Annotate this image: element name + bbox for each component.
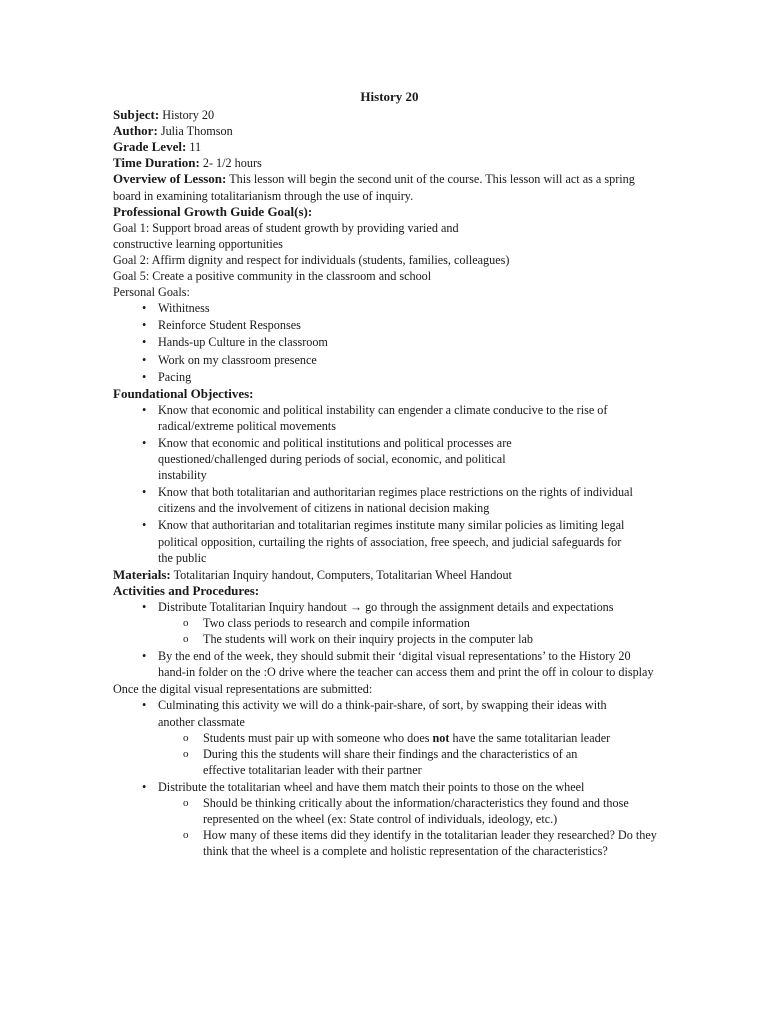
- list-item: [113, 648, 658, 680]
- sub-list-item: [158, 615, 658, 631]
- sub-list-item-text: The students will work on their inquiry projects in the computer lab: [203, 632, 534, 647]
- list-item-text: Know that economic and political instability can engender a climate conducive to the rise of radical/extreme political movements: [158, 402, 608, 433]
- author-line: [113, 123, 658, 139]
- duration-label: Time Duration:: [113, 155, 200, 171]
- overview-label: Overview of Lesson:: [113, 171, 227, 187]
- circle-bullet-icon: o: [183, 617, 189, 629]
- bullet-icon: •: [142, 369, 147, 384]
- foundational-heading: Foundational Objectives:: [113, 385, 254, 401]
- sub-list-item-text: How many of these items did they identify in the totalitarian leader they researched? Do they think that the wheel is a complete and holistic representation of the characteristics?: [203, 828, 657, 859]
- goal-1: Goal 1: Support broad areas of student growth by providing varied and constructive learning opportunities: [113, 220, 459, 251]
- list-item: [113, 352, 658, 368]
- author-value: Julia Thomson: [160, 124, 233, 139]
- list-item: [113, 402, 658, 434]
- sub-list-item: [158, 827, 658, 859]
- sub-list-item-text: Two class periods to research and compile information: [203, 616, 470, 630]
- list-item: [113, 779, 658, 859]
- bullet-icon: •: [142, 301, 147, 316]
- once-submitted-line: Once the digital visual representations are submitted:: [113, 682, 373, 697]
- list-item: [113, 435, 658, 483]
- overview-line: [113, 171, 658, 203]
- circle-bullet-icon: o: [183, 797, 189, 810]
- list-item-text: Know that both totalitarian and authoritarian regimes place restrictions on the rights of individual citizens and the involvement of citizens in national decision making: [158, 485, 633, 516]
- bullet-icon: •: [142, 518, 147, 533]
- sub-list: [158, 615, 658, 647]
- foundational-list: [113, 402, 658, 566]
- sub-list-item: [158, 795, 658, 827]
- document-title: History 20: [360, 89, 419, 104]
- grade-label: Grade Level:: [113, 139, 187, 155]
- bullet-icon: •: [142, 318, 147, 333]
- personal-goals-list: [113, 300, 658, 384]
- sub-list-item-text: During this the students will share their findings and the characteristics of an effective totalitarian leader with their partner: [203, 746, 578, 777]
- bullet-icon: •: [142, 698, 147, 713]
- list-item-text: Reinforce Student Responses: [158, 318, 301, 333]
- bullet-icon: •: [142, 599, 147, 614]
- sub-list: [158, 730, 618, 778]
- subject-label: Subject:: [113, 107, 160, 123]
- bullet-icon: •: [142, 335, 147, 350]
- sub-list-item-text-end: have the same totalitarian leader: [449, 730, 611, 745]
- list-item: [113, 369, 658, 385]
- bullet-icon: •: [142, 352, 147, 367]
- bullet-icon: •: [142, 435, 147, 450]
- subject-value: History 20: [162, 108, 215, 123]
- emphasis-not: not: [432, 730, 450, 745]
- list-item-text: Distribute the totalitarian wheel and have them match their points to those on the wheel: [158, 779, 585, 794]
- list-item-text: Work on my classroom presence: [158, 352, 317, 367]
- list-item: [113, 317, 658, 333]
- activities-list-1: [113, 599, 658, 680]
- grade-line: [113, 139, 658, 155]
- sub-list-item: [158, 746, 618, 778]
- subject-line: [113, 107, 658, 123]
- activities-list-2: [113, 697, 658, 859]
- document-page: [113, 89, 658, 860]
- bullet-icon: •: [142, 779, 147, 794]
- author-label: Author:: [113, 123, 158, 139]
- materials-line: [113, 567, 658, 583]
- pgg-heading: Professional Growth Guide Goal(s):: [113, 203, 313, 219]
- list-item-text: Know that economic and political institutions and political processes are questioned/challenged during periods of social, economic, and political instability: [158, 435, 512, 483]
- materials-value: Totalitarian Inquiry handout, Computers, Totalitarian Wheel Handout: [173, 567, 512, 582]
- activities-heading: Activities and Procedures:: [113, 582, 260, 598]
- circle-bullet-icon: o: [183, 731, 189, 744]
- bullet-icon: •: [142, 649, 147, 664]
- list-item: [113, 517, 658, 565]
- sub-list-item: [158, 730, 618, 746]
- materials-label: Materials:: [113, 566, 171, 582]
- sub-list-item-text: Students must pair up with someone who does: [203, 730, 433, 745]
- circle-bullet-icon: o: [183, 633, 189, 646]
- list-item-text: By the end of the week, they should submit their ‘digital visual representations’ to the History 20 hand-in folder on the :O drive where the teacher can access them and print the off in colour to display: [158, 649, 654, 680]
- sub-list-item: [158, 631, 658, 647]
- sub-list-item-text: Should be thinking critically about the information/characteristics they found and those represented on the wheel (ex: State control of individuals, ideology, etc.): [203, 796, 629, 827]
- circle-bullet-icon: o: [183, 747, 189, 760]
- list-item: [113, 300, 658, 316]
- bullet-icon: •: [142, 402, 147, 417]
- list-item: [113, 484, 658, 516]
- circle-bullet-icon: o: [183, 829, 189, 842]
- bullet-icon: •: [142, 485, 147, 500]
- overview-text: This lesson will begin the second unit of the course. This lesson will act as a spring board in examining totalitarianism through the use of inquiry.: [113, 172, 635, 203]
- duration-value: 2- 1/2 hours: [202, 156, 262, 171]
- list-item-text: Hands-up Culture in the classroom: [158, 335, 328, 350]
- goal-2: Goal 2: Affirm dignity and respect for individuals (students, families, colleagues): [113, 252, 510, 267]
- list-item: [113, 697, 658, 777]
- grade-value: 11: [189, 140, 202, 155]
- personal-goals-label: Personal Goals:: [113, 285, 190, 300]
- duration-line: [113, 155, 658, 171]
- list-item-text: Withitness: [158, 301, 210, 316]
- list-item-text: Pacing: [158, 369, 192, 384]
- list-item-text: Culminating this activity we will do a think-pair-share, of sort, by swapping their ideas with another classmate: [158, 698, 607, 729]
- list-item-text: Distribute Totalitarian Inquiry handout → go through the assignment details and expectations: [158, 599, 614, 614]
- goal-5: Goal 5: Create a positive community in the classroom and school: [113, 269, 432, 284]
- sub-list: [158, 795, 658, 859]
- list-item: [113, 334, 658, 350]
- list-item: [113, 599, 658, 647]
- list-item-text: Know that authoritarian and totalitarian regimes institute many similar policies as limiting legal political opposition, curtailing the rights of association, free speech, and judicial safeguards for the public: [158, 518, 625, 565]
